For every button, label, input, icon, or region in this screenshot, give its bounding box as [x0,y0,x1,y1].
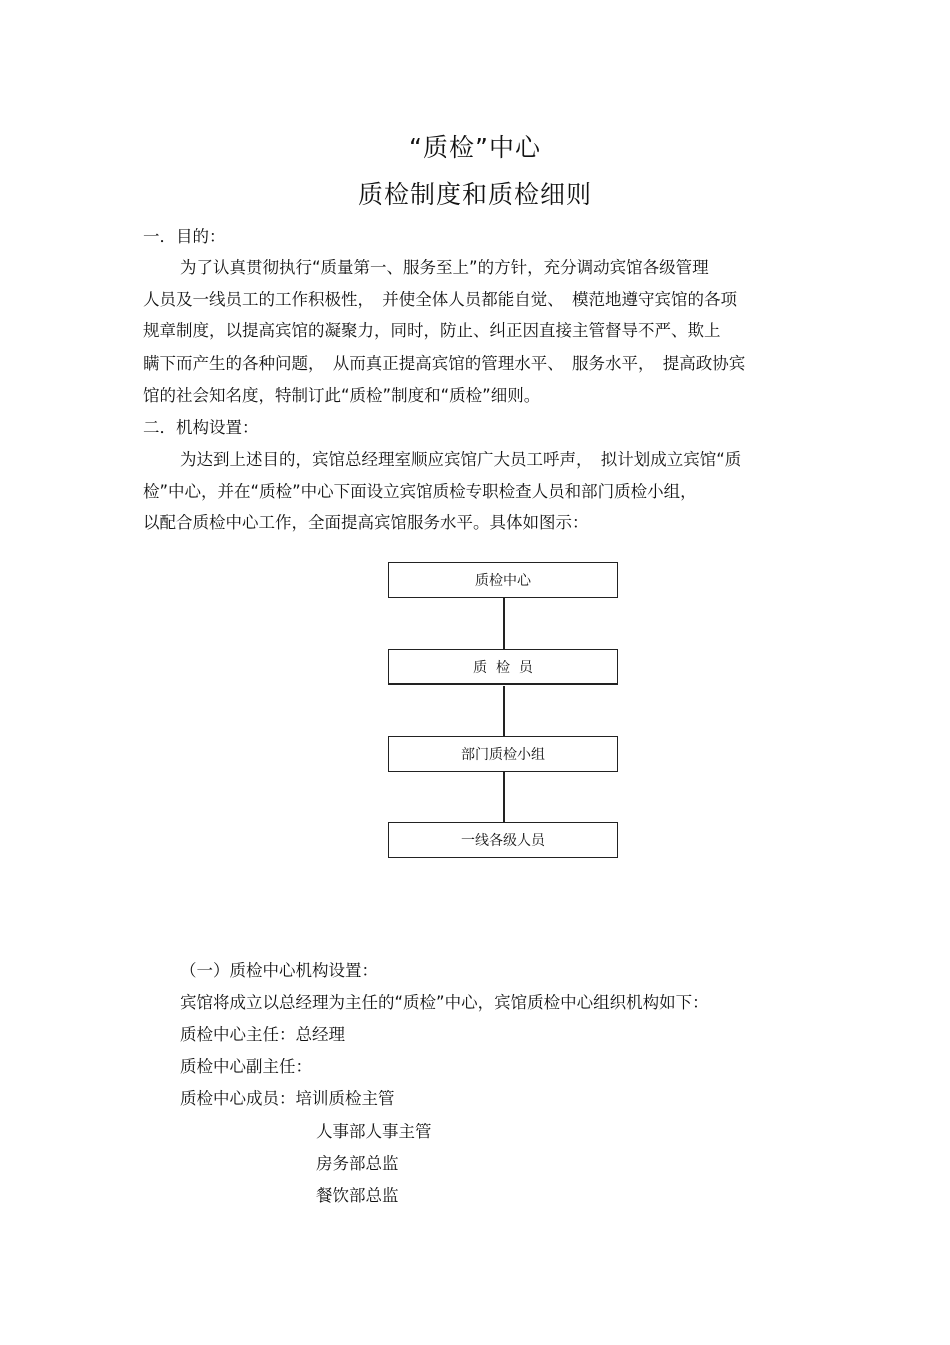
subsection-intro: 宾馆将成立以总经理为主任的“质检”中心，宾馆质检中心组织机构如下： [180,993,709,1012]
members-line: 质检中心成员：培训质检主管 [180,1089,395,1108]
member-item: 房务部总监 [316,1154,399,1173]
subsection-heading: （一）质检中心机构设置： [180,961,378,980]
member-item: 餐饮部总监 [316,1186,399,1205]
org-box-department-group: 部门质检小组 [388,736,618,772]
section-1-paragraph-line: 为了认真贯彻执行“质量第一、服务至上”的方针，充分调动宾馆各级管理 [180,258,709,277]
org-connector [503,598,505,649]
section-2-paragraph-line: 检”中心，并在“质检”中心下面设立宾馆质检专职检查人员和部门质检小组， [143,482,697,501]
director-line: 质检中心主任：总经理 [180,1025,345,1044]
org-box-frontline-staff: 一线各级人员 [388,822,618,858]
section-1-heading: 一．目的： [143,227,226,246]
section-2-paragraph-line: 为达到上述目的，宾馆总经理室顺应宾馆广大员工呼声， 拟计划成立宾馆“质 [180,450,742,469]
org-box-inspector: 质 检 员 [388,649,618,685]
section-2-paragraph-line: 以配合质检中心工作，全面提高宾馆服务水平。具体如图示： [143,513,589,532]
section-1-paragraph-line: 瞒下而产生的各种问题， 从而真正提高宾馆的管理水平、 服务水平， 提高政协宾 [143,354,746,373]
org-connector [503,686,505,736]
document-title-line-1: “质检”中心 [409,133,541,162]
org-connector [503,772,505,822]
deputy-director-line: 质检中心副主任： [180,1057,312,1076]
document-title-line-2: 质检制度和质检细则 [357,180,592,209]
section-1-paragraph-line: 人员及一线员工的工作积极性， 并使全体人员都能自觉、 模范地遵守宾馆的各项 [143,290,737,309]
section-1-paragraph-line: 馆的社会知名度，特制订此“质检”制度和“质检”细则。 [143,386,541,405]
section-2-heading: 二．机构设置： [143,418,259,437]
section-1-paragraph-line: 规章制度，以提高宾馆的凝聚力，同时，防止、纠正因直接主管督导不严、欺上 [143,321,721,340]
member-item: 人事部人事主管 [316,1122,432,1141]
org-box-qc-center: 质检中心 [388,562,618,598]
